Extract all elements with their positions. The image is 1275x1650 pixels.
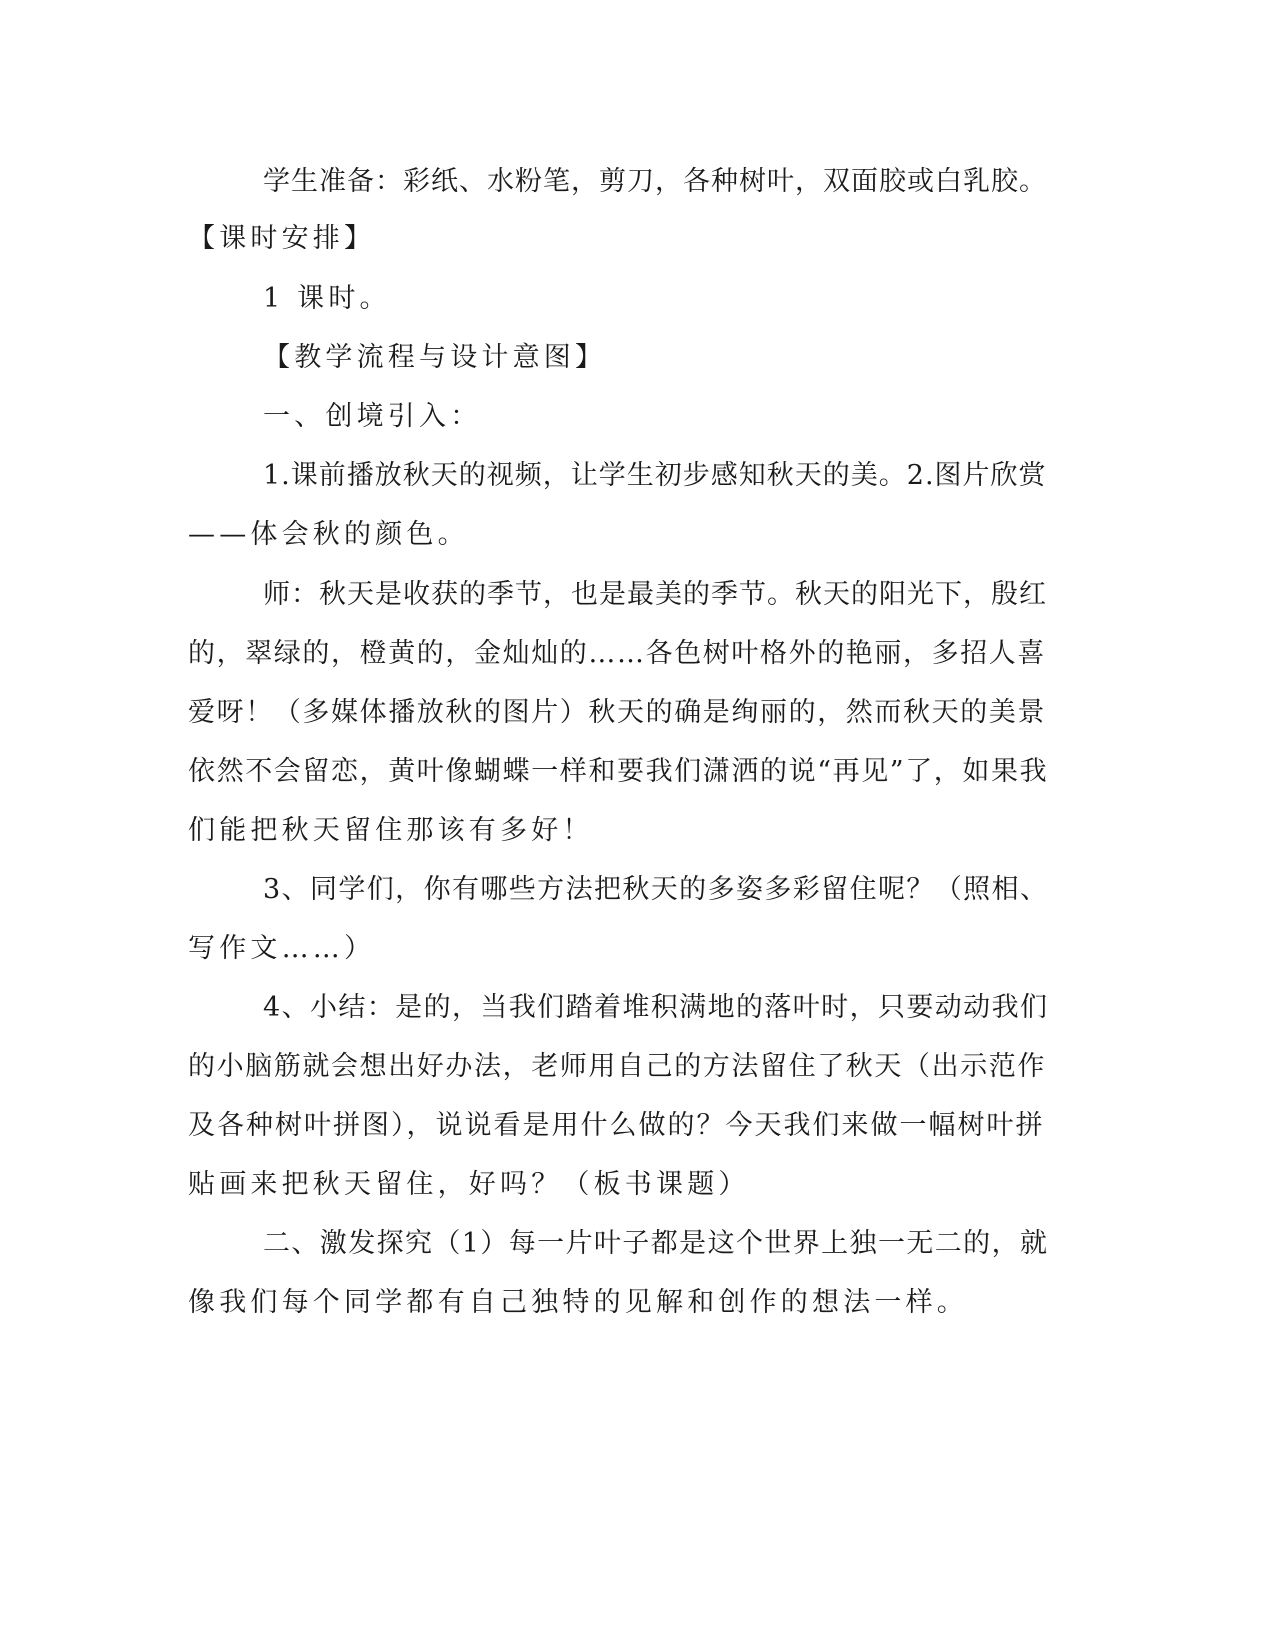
section-heading: 【教学流程与设计意图】 <box>263 342 607 373</box>
text-line: 写作文……） <box>188 933 376 964</box>
text-line: 二、激发探究（1）每一片叶子都是这个世界上独一无二的，就 <box>263 1228 1049 1259</box>
text-line: 爱呀！（多媒体播放秋的图片）秋天的确是绚丽的，然而秋天的美景 <box>188 697 1046 728</box>
text-line: 依然不会留恋，黄叶像蝴蝶一样和要我们潇洒的说“再见”了，如果我 <box>188 756 1049 787</box>
text-line: 3、同学们，你有哪些方法把秋天的多姿多彩留住呢？（照相、 <box>263 874 1049 905</box>
text-line: 1.课前播放秋天的视频，让学生初步感知秋天的美。2.图片欣赏 <box>263 460 1047 491</box>
section-heading: 【课时安排】 <box>188 223 376 254</box>
text-line: 的小脑筋就会想出好办法，老师用自己的方法留住了秋天（出示范作 <box>188 1051 1046 1082</box>
text-line: 们能把秋天留住那该有多好！ <box>188 815 594 846</box>
text-line: 及各种树叶拼图），说说看是用什么做的？今天我们来做一幅树叶拼 <box>188 1110 1045 1141</box>
text-line: 1 课时。 <box>263 283 391 314</box>
text-line: 的，翠绿的，橙黄的，金灿灿的……各色树叶格外的艳丽，多招人喜 <box>188 638 1046 669</box>
text-line: ——体会秋的颜色。 <box>188 519 469 550</box>
text-line: 师：秋天是收获的季节，也是最美的季节。秋天的阳光下，殷红 <box>263 579 1047 610</box>
text-line: 4、小结：是的，当我们踏着堆积满地的落叶时，只要动动我们 <box>263 992 1049 1023</box>
text-line: 学生准备：彩纸、水粉笔，剪刀，各种树叶，双面胶或白乳胶。 <box>263 166 1047 197</box>
text-line: 像我们每个同学都有自己独特的见解和创作的想法一样。 <box>188 1287 968 1318</box>
text-line: 贴画来把秋天留住，好吗？（板书课题） <box>188 1169 750 1200</box>
text-line: 一、创境引入： <box>263 401 482 432</box>
